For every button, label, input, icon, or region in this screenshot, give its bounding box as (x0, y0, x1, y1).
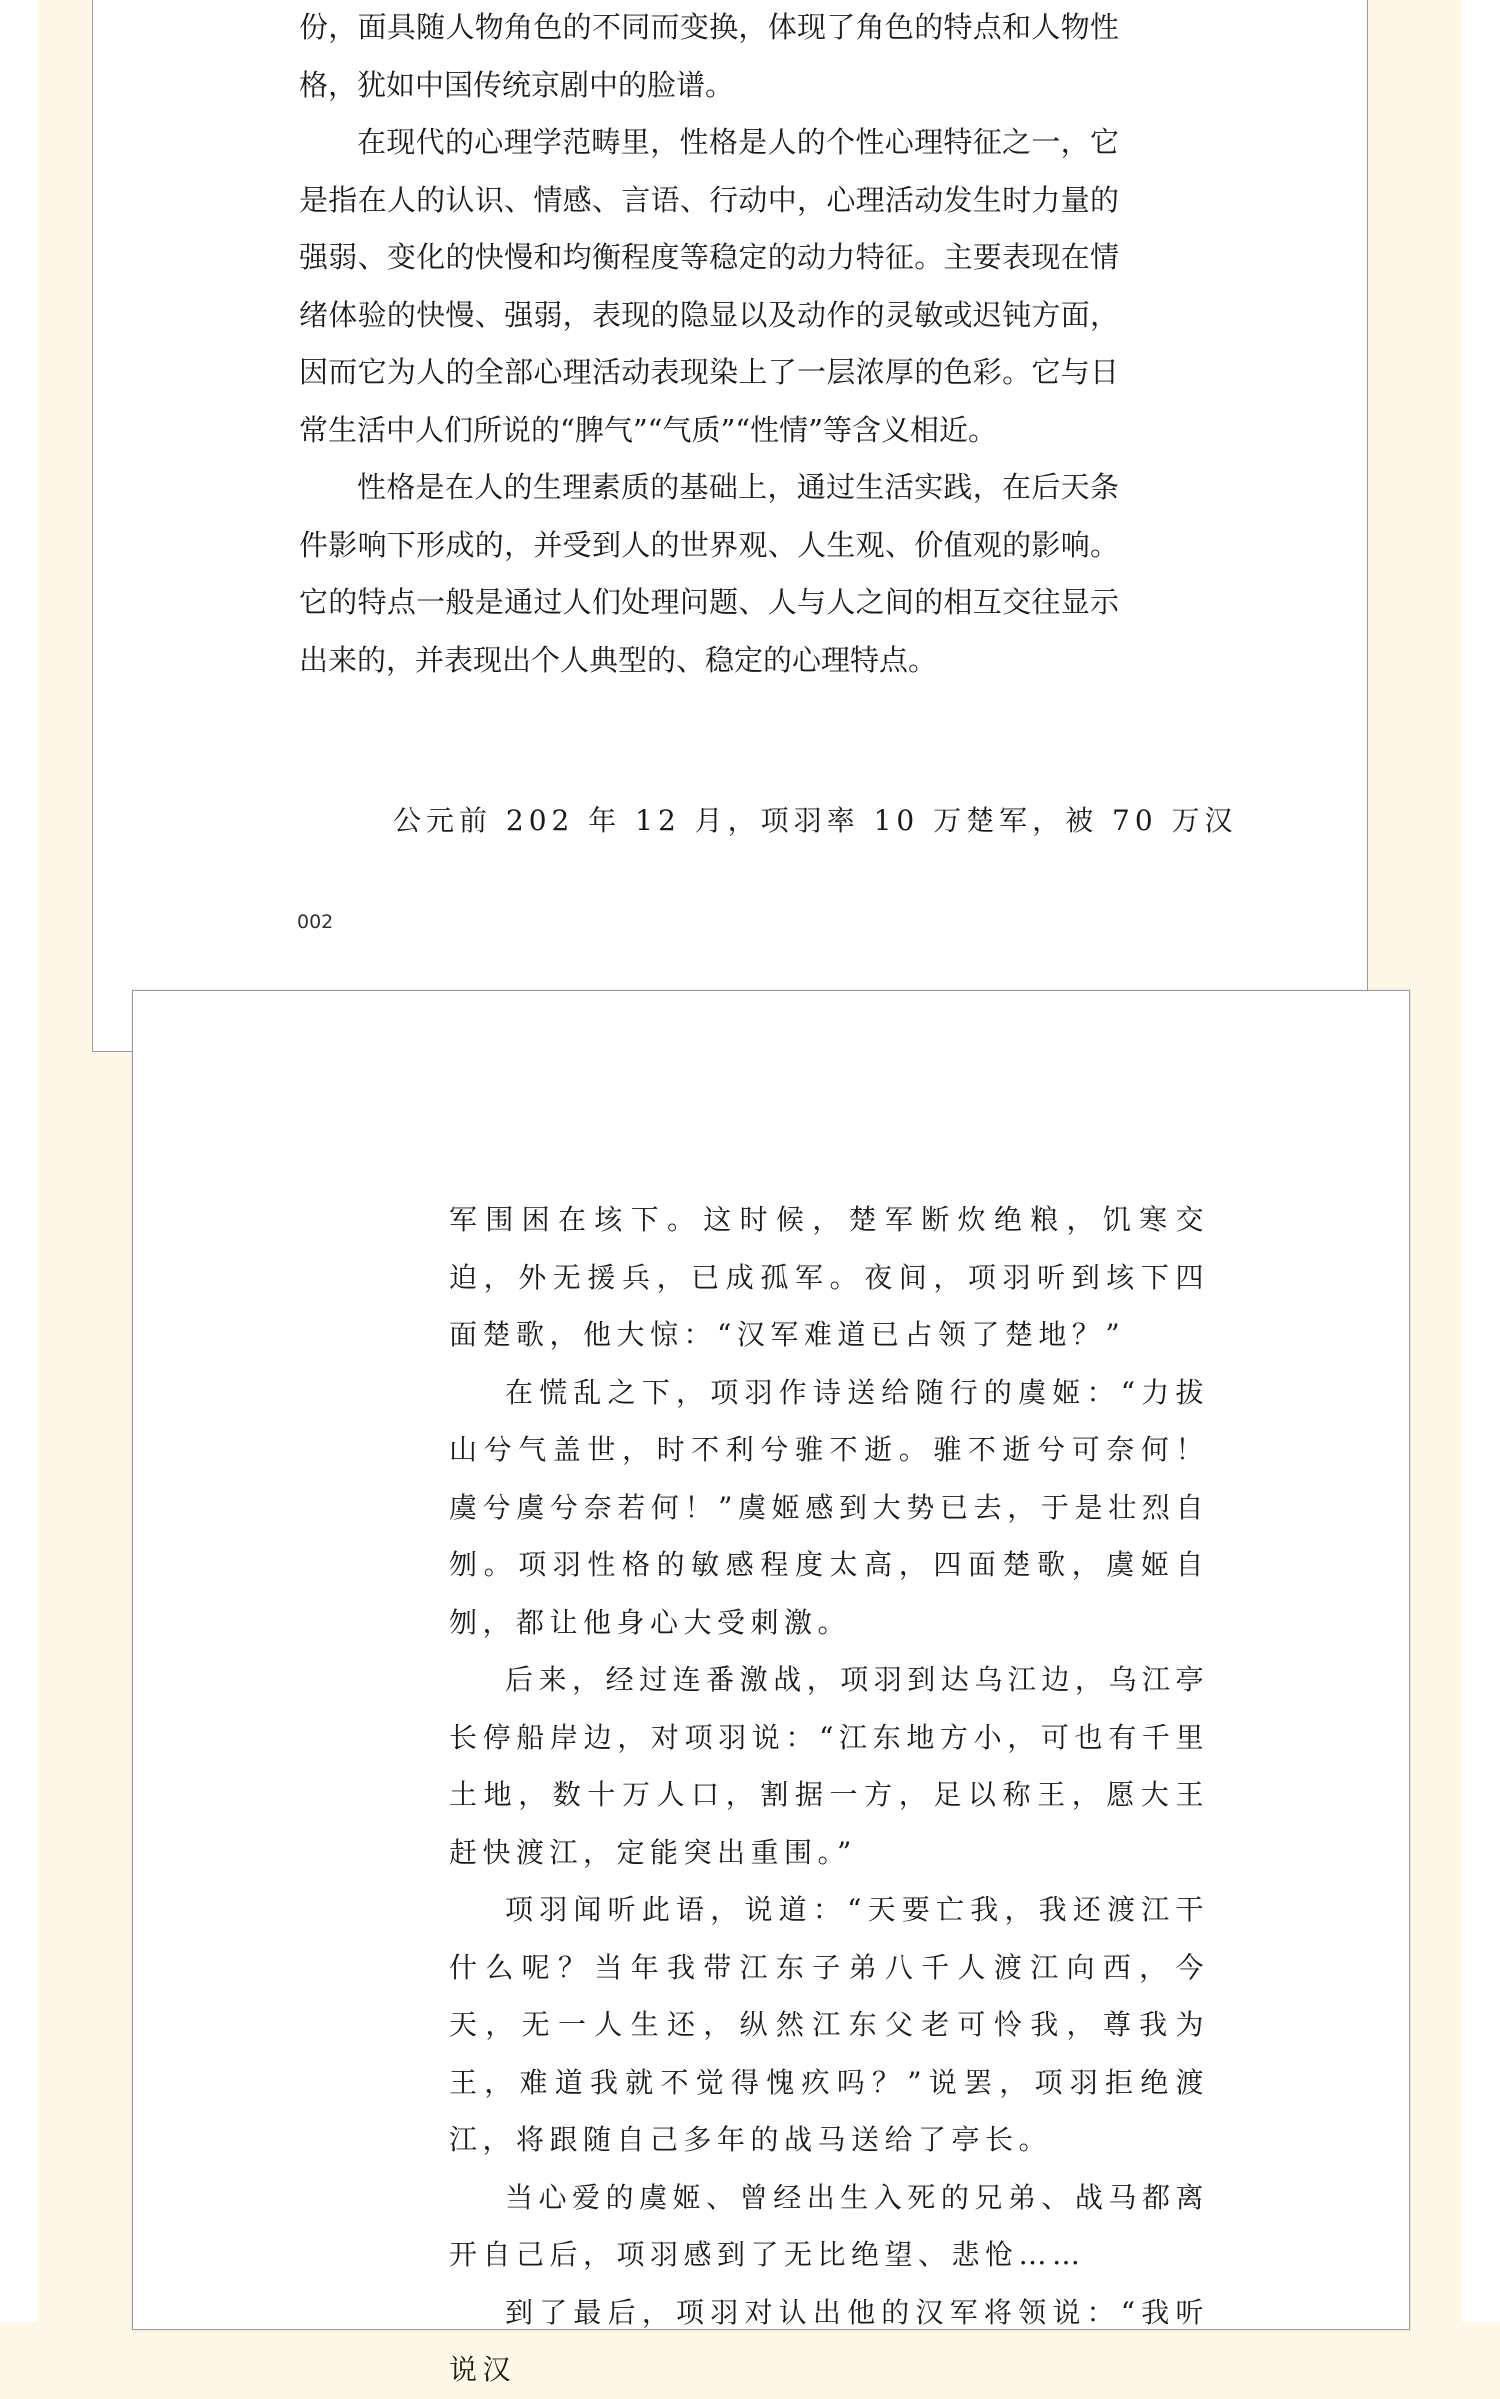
story-lead-line: 公元前 202 年 12 月，项羽率 10 万楚军，被 70 万汉 (393, 804, 1238, 837)
page-text-upper (299, 0, 1119, 689)
paragraph: 在慌乱之下，项羽作诗送给随行的虞姬：“力拔山兮气盖世，时不利兮骓不逝。骓不逝兮可奈何！虞兮虞兮奈若何！”虞姬感到大势已去，于是壮烈自刎。项羽性格的敏感程度太高，四面楚歌，虞姬自刎，都让他身心大受刺激。 (449, 1375, 1209, 1639)
paragraph: 在现代的心理学范畴里，性格是人的个性心理特征之一，它是指在人的认识、情感、言语、行动中，心理活动发生时力量的强弱、变化的快慢和均衡程度等稳定的动力特征。主要表现在情绪体验的快慢、强弱，表现的隐显以及动作的灵敏或迟钝方面，因而它为人的全部心理活动表现染上了一层浓厚的色彩。它与日常生活中人们所说的“脾气”“气质”“性情”等含义相近。 (299, 125, 1119, 447)
paragraph: 项羽闻听此语，说道：“天要亡我，我还渡江干什么呢？当年我带江东子弟八千人渡江向西，今天，无一人生还，纵然江东父老可怜我，尊我为王，难道我就不觉得愧疚吗？”说罢，项羽拒绝渡江，将跟随自己多年的战马送给了亭长。 (449, 1893, 1209, 2156)
book-page-upper (92, 0, 1368, 1052)
background-margin-left (0, 0, 38, 2322)
paragraph: 军围困在垓下。这时候，楚军断炊绝粮，饥寒交迫，外无援兵，已成孤军。夜间，项羽听到垓下四面楚歌，他大惊：“汉军难道已占领了楚地？” (449, 1203, 1209, 1351)
paragraph: 当心爱的虞姬、曾经出生入死的兄弟、战马都离开自己后，项羽感到了无比绝望、悲怆…… (449, 2180, 1209, 2271)
paragraph: 后来，经过连番激战，项羽到达乌江边，乌江亭长停船岸边，对项羽说：“江东地方小，可也有千里土地，数十万人口，割据一方，足以称王，愿大王赶快渡江，定能突出重围。” (449, 1663, 1209, 1869)
page-number: 002 (297, 911, 334, 933)
paragraph: 性格是在人的生理素质的基础上，通过生活实践，在后天条件影响下形成的，并受到人的世界观、人生观、价值观的影响。它的特点一般是通过人们处理问题、人与人之间的相互交往显示出来的，并表现出个人典型的、稳定的心理特点。 (299, 470, 1119, 677)
page-text-lower (449, 1191, 1209, 2399)
paragraph: 份，面具随人物角色的不同而变换，体现了角色的特点和人物性格，犹如中国传统京剧中的脸谱。 (299, 10, 1119, 102)
paragraph: 到了最后，项羽对认出他的汉军将领说：“我听说汉 (449, 2295, 1209, 2386)
background-margin-right (1462, 0, 1500, 2322)
book-page-lower (132, 990, 1410, 2386)
